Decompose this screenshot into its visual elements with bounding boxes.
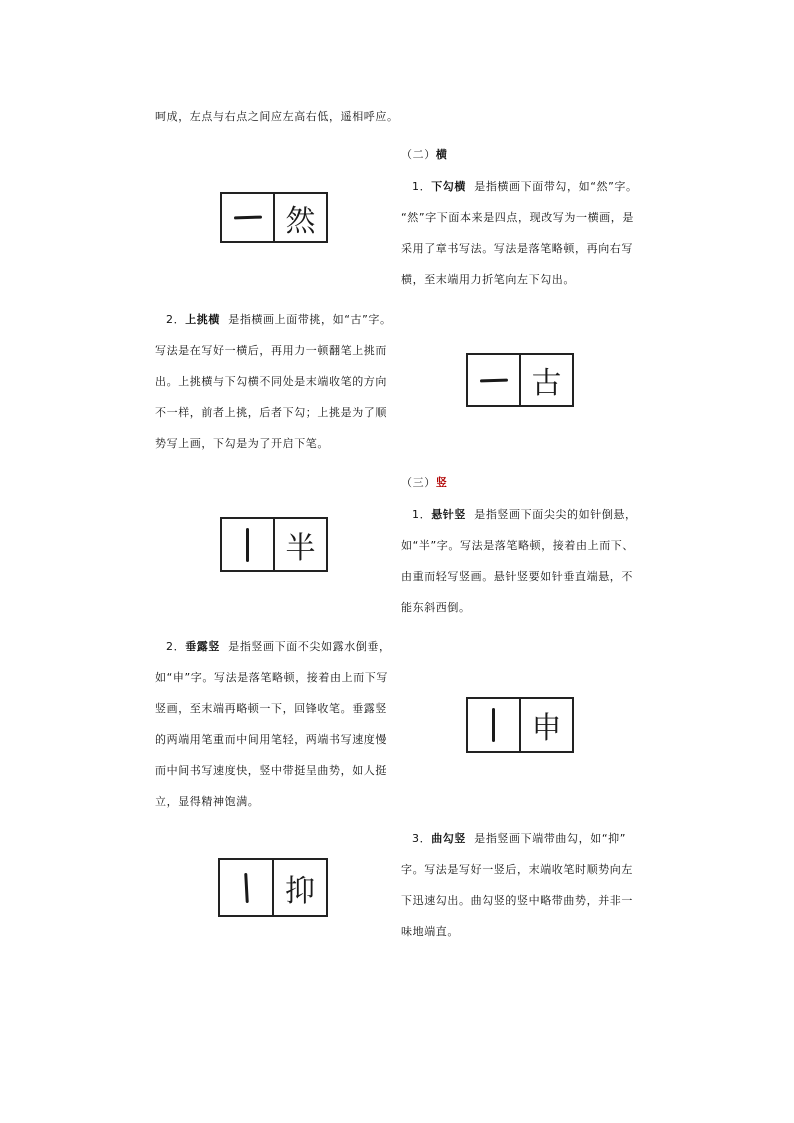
item-number: 2． [166, 640, 186, 653]
example-box-shen [466, 697, 574, 753]
vertical-stroke-icon [246, 528, 249, 562]
item-xuanzhenshu-line1 [412, 508, 637, 522]
section-heading-shu [401, 476, 447, 490]
item-keyword: 曲勾竖 [431, 832, 467, 845]
character-cell: 申 [519, 699, 572, 751]
example-box-yi [218, 858, 328, 917]
item-xuanzhenshu-line2: 如“半”字。写法是落笔略顿，接着由上而下、 [401, 539, 634, 552]
top-continuation-line: 呵成，左点与右点之间应左高右低，遥相呼应。 [155, 110, 399, 123]
item-chuilushu-line5: 而中间书写速度快，竖中带挺呈曲势，如人挺 [155, 764, 387, 777]
item-text: 是指竖画下面不尖如露水倒垂， [228, 640, 391, 653]
item-qugoushu-line1 [412, 832, 626, 846]
item-xiagouheng-line3: 采用了章书写法。写法是落笔略顿，再向右写 [401, 242, 633, 255]
section-prefix: （二） [401, 148, 436, 161]
example-box-ban [220, 517, 328, 572]
item-keyword: 垂露竖 [185, 640, 221, 653]
item-chuilushu-line6: 立，显得精神饱满。 [155, 795, 260, 808]
item-keyword: 悬针竖 [431, 508, 467, 521]
item-keyword: 下勾横 [431, 180, 467, 193]
item-qugoushu-line3: 下迅速勾出。曲勾竖的竖中略带曲势，并非一 [401, 894, 633, 907]
item-chuilushu-line4: 的两端用笔重而中间用笔轻，两端书写速度慢 [155, 733, 387, 746]
item-text: 是指竖画下面尖尖的如针倒悬， [474, 508, 637, 521]
item-keyword: 上挑横 [185, 313, 221, 326]
item-qugoushu-line2: 字。写法是写好一竖后，末端收笔时顺势向左 [401, 863, 633, 876]
character-cell: 抑 [272, 860, 326, 915]
section-keyword: 横 [435, 148, 448, 161]
character-cell: 然 [273, 194, 326, 241]
stroke-cell [468, 355, 519, 405]
example-box-ran [220, 192, 328, 243]
section-keyword: 竖 [435, 476, 448, 489]
character-cell: 半 [273, 519, 326, 570]
item-chuilushu-line3: 竖画，至末端再略顿一下，回锋收笔。垂露竖 [155, 702, 387, 715]
item-shangtiaoheng-line2: 写法是在写好一横后，再用力一顿翻笔上挑而 [155, 344, 387, 357]
item-xiagouheng-line1 [412, 180, 638, 194]
item-xuanzhenshu-line4: 能东斜西倒。 [401, 601, 471, 614]
character-cell: 古 [519, 355, 572, 405]
item-chuilushu-line2: 如“申”字。写法是落笔略顿，接着由上而下写 [155, 671, 388, 684]
item-number: 3． [412, 832, 432, 845]
item-text: 是指横画上面带挑，如“古”字。 [228, 313, 392, 326]
stroke-cell [222, 519, 273, 570]
item-chuilushu-line1 [166, 640, 391, 654]
vertical-stroke-icon [492, 708, 495, 742]
section-heading-heng [401, 148, 447, 162]
item-number: 1． [412, 180, 432, 193]
item-xiagouheng-line2: “然”字下面本来是四点，现改写为一横画，是 [401, 211, 634, 224]
item-text: 是指横画下面带勾，如“然”字。 [474, 180, 638, 193]
stroke-cell [222, 194, 273, 241]
item-xiagouheng-line4: 横，至末端用力折笔向左下勾出。 [401, 273, 575, 286]
item-text: 是指竖画下端带曲勾，如“抑” [474, 832, 627, 845]
section-prefix: （三） [401, 476, 436, 489]
item-shangtiaoheng-line5: 势写上画，下勾是为了开启下笔。 [155, 437, 329, 450]
horizontal-stroke-icon [233, 216, 261, 220]
item-number: 2． [166, 313, 186, 326]
item-qugoushu-line4: 味地端直。 [401, 925, 459, 938]
item-xuanzhenshu-line3: 由重而轻写竖画。悬针竖要如针垂直端悬，不 [401, 570, 633, 583]
item-shangtiaoheng-line3: 出。上挑横与下勾横不同处是末端收笔的方向 [155, 375, 387, 388]
horizontal-stroke-icon [479, 378, 507, 382]
item-shangtiaoheng-line4: 不一样，前者上挑，后者下勾；上挑是为了顺 [155, 406, 387, 419]
item-shangtiaoheng-line1 [166, 313, 392, 327]
stroke-cell [220, 860, 272, 915]
stroke-cell [468, 699, 519, 751]
vertical-stroke-icon [244, 872, 249, 902]
example-box-gu [466, 353, 574, 407]
item-number: 1． [412, 508, 432, 521]
